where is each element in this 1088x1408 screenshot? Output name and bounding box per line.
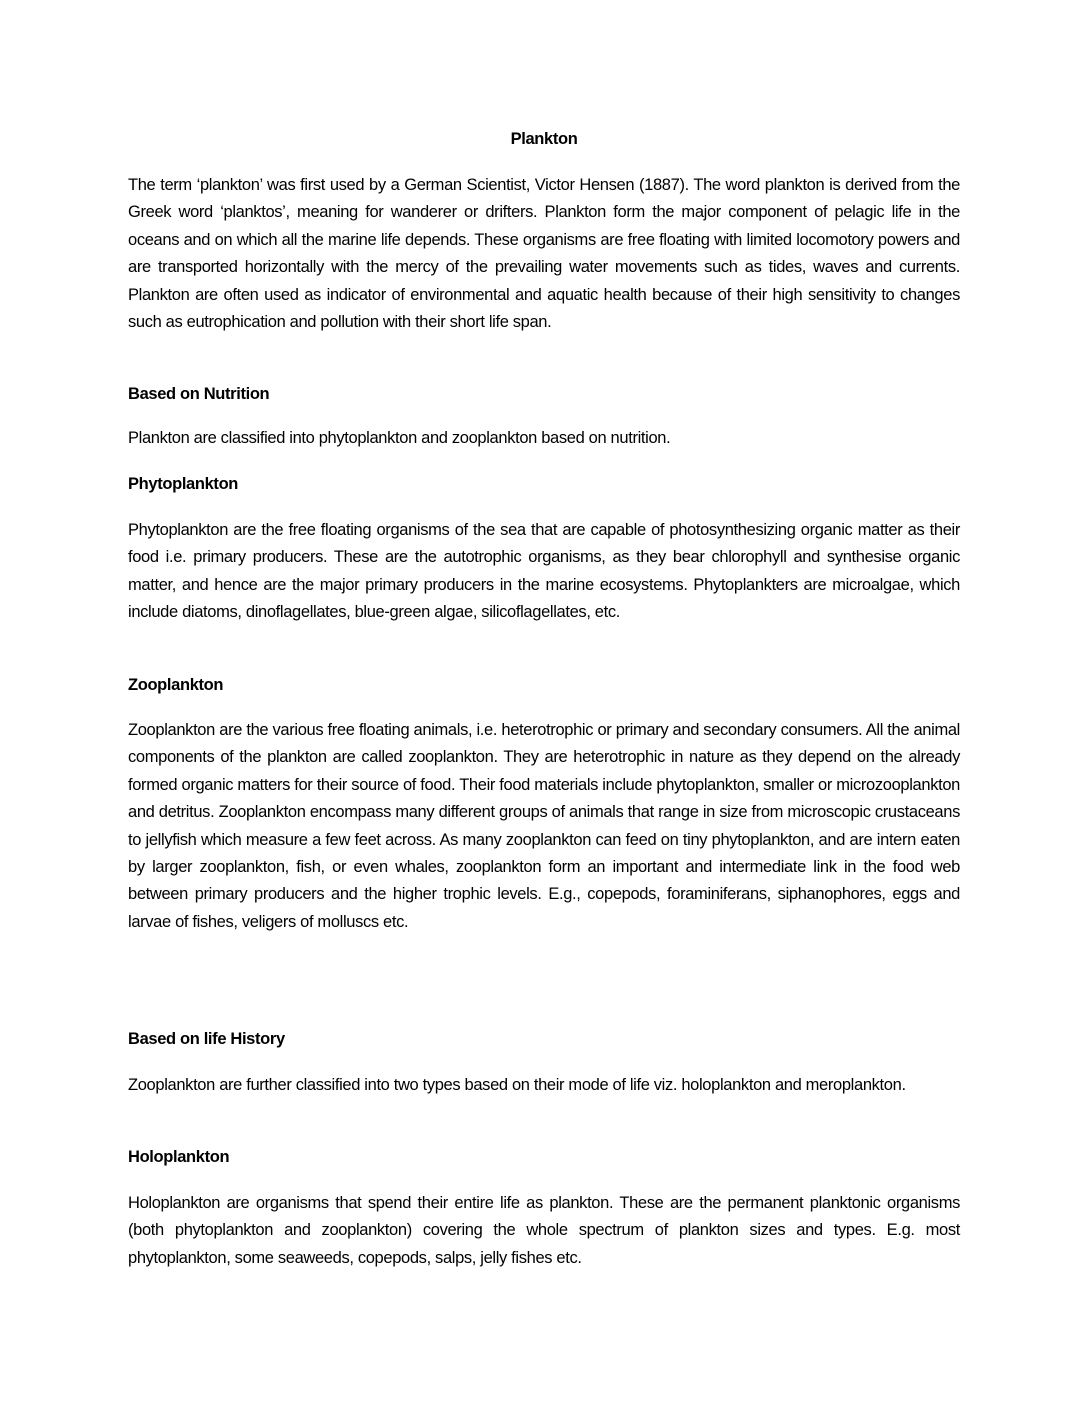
section-heading-zooplankton: Zooplankton [128,676,224,694]
section-text-phytoplankton: Phytoplankton are the free floating organisms of the sea that are capable of photosynthesizing organic matter as their food i.e. primary producers. These are the autotrophic organisms, as they bear chlorophyll and synthesise organic matter, and hence are the major primary producers in the marine ecosystems. Phytoplankters are microalgae, which include diatoms, dinoflagellates, blue-green algae, silicoflagellates, etc. [128,521,960,622]
section-heading-phytoplankton: Phytoplankton [128,475,239,493]
section-heading-life-history: Based on life History [128,1030,285,1048]
section-heading-holoplankton: Holoplankton [128,1148,230,1166]
page-title: Plankton [510,130,578,148]
section-text-holoplankton: Holoplankton are organisms that spend their entire life as plankton. These are the permanent planktonic organisms (both phytoplankton and zooplankton) covering the whole spectrum of plankton sizes and types. E.g. most phytoplankton, some seaweeds, copepods, salps, jelly fishes etc. [128,1194,960,1267]
section-heading-nutrition: Based on Nutrition [128,385,270,403]
section-text-zooplankton: Zooplankton are the various free floating animals, i.e. heterotrophic or primary and secondary consumers. All the animal components of the plankton are called zooplankton. They are heterotrophic in nature as they depend on the already formed organic matters for their source of food. Their food materials include phytoplankton, smaller or microzooplankton and detritus. Zooplankton encompass many different groups of animals that range in size from microscopic crustaceans to jellyfish which measure a few feet across. As many zooplankton can feed on tiny phytoplankton, and are intern eaten by larger zooplankton, fish, or even whales, zooplankton form an important and intermediate link in the food web between primary producers and the higher trophic levels. E.g., copepods, foraminiferans, siphanophores, eggs and larvae of fishes, veligers of molluscs etc. [128,721,960,931]
section-text-nutrition: Plankton are classified into phytoplankton and zooplankton based on nutrition. [128,429,671,447]
section-text-life-history: Zooplankton are further classified into two types based on their mode of life viz. holoplankton and meroplankton. [128,1076,906,1094]
intro-paragraph: The term ‘plankton’ was first used by a German Scientist, Victor Hensen (1887). The word plankton is derived from the Greek word ‘planktos’, meaning for wanderer or drifters. Plankton form the major component of pelagic life in the oceans and on which all the marine life depends. These organisms are free floating with limited locomotory powers and are transported horizontally with the mercy of the prevailing water movements such as tides, waves and currents. Plankton are often used as indicator of environmental and aquatic health because of their high sensitivity to changes such as eutrophication and pollution with their short life span. [128,176,960,332]
